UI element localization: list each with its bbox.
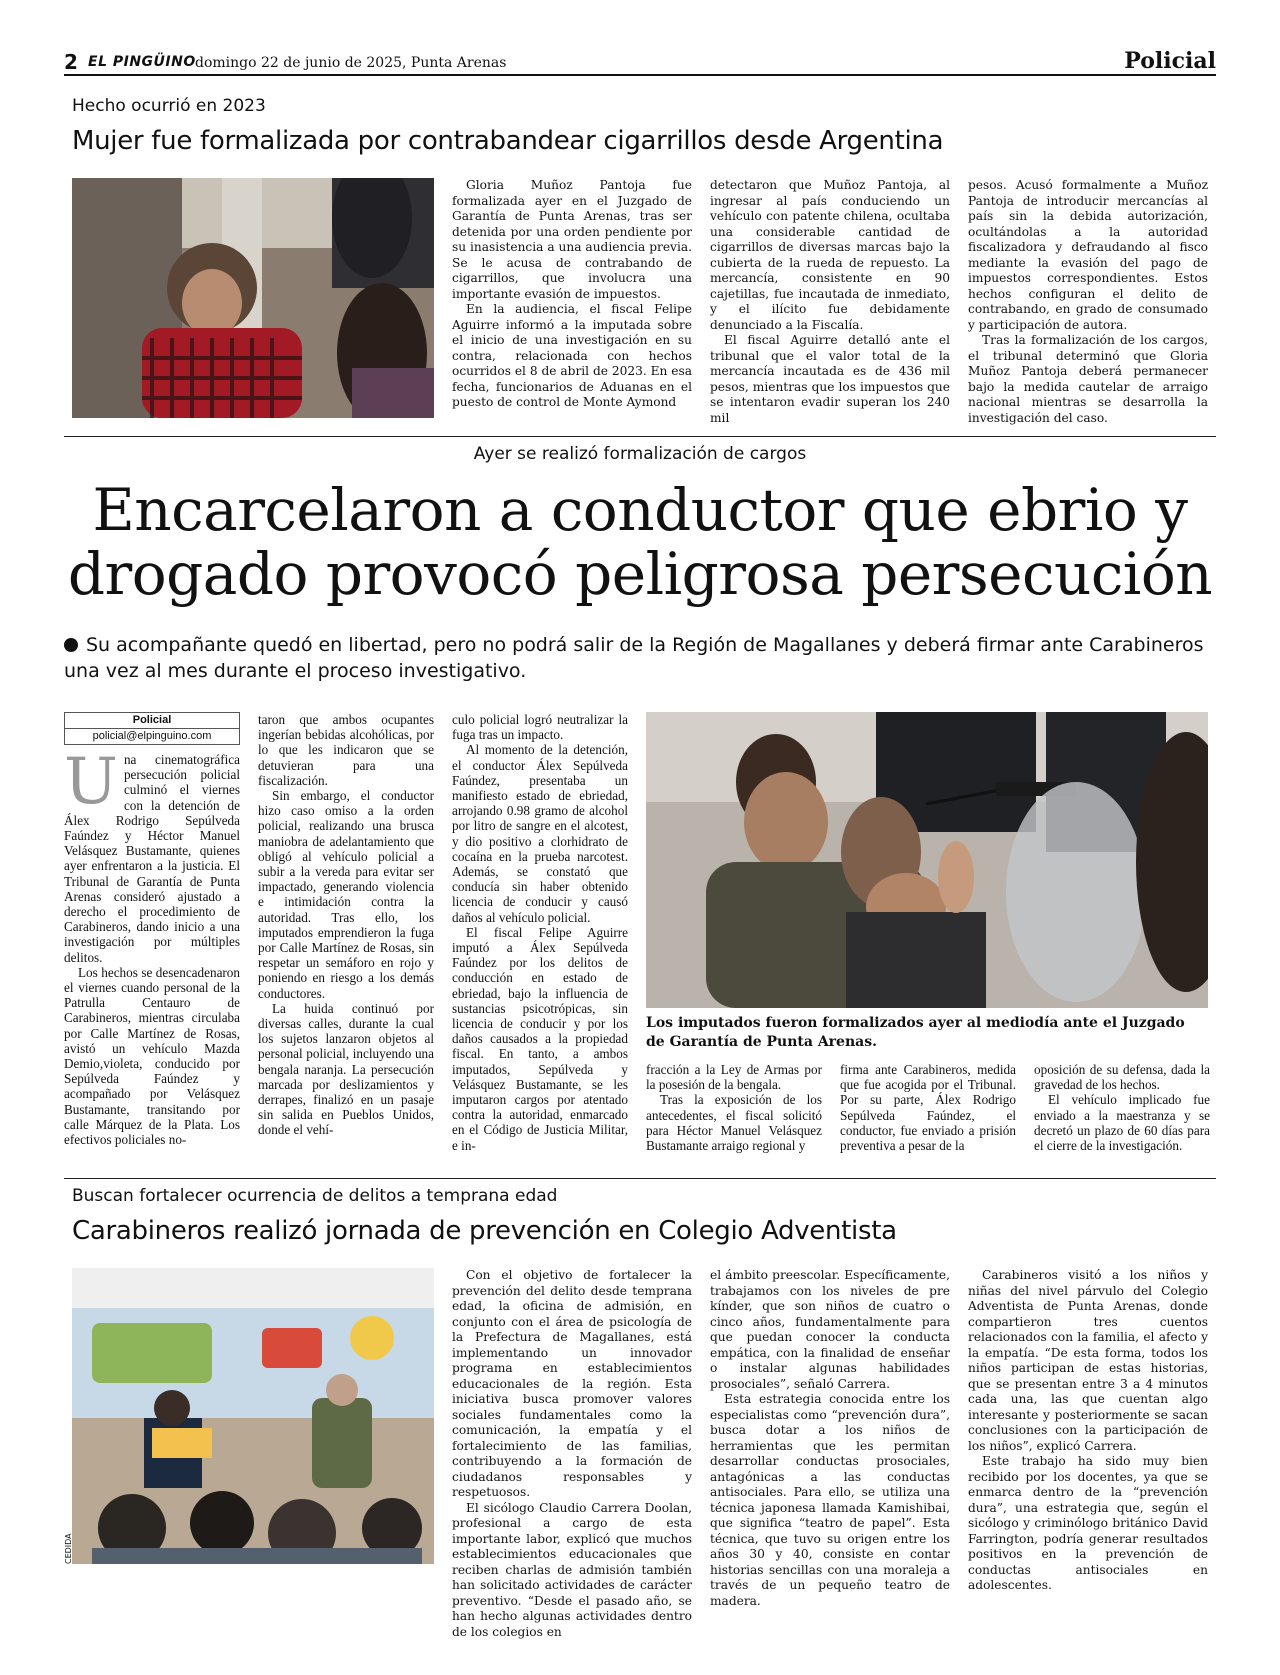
article2-kicker: Ayer se realizó formalización de cargos [473, 444, 807, 464]
article1-headline: Mujer fue formalizada por contrabandear cigarrillos desde Argentina [72, 126, 944, 156]
paragraph: culo policial logró neutralizar la fuga tras un impacto. [452, 712, 628, 743]
photo-credit: CEDIDA [64, 1533, 73, 1564]
tag-email: policial@elpinguino.com [92, 730, 212, 742]
article3-column-3 [968, 1268, 1208, 1594]
paragraph [64, 745, 240, 965]
paragraph: el ámbito preescolar. Específicamente, trabajamos con los niveles de pre kínder, que son niños de cuatro o cinco años, fundamentalmente para que puedan conocer la conducta empática, con la finalidad de enseñar o instalar algunas habilidades prosociales”, señaló Carrera. [710, 1268, 950, 1391]
article2-photo [646, 712, 1208, 1008]
article1-column-1 [452, 178, 692, 411]
article2-column-2 [258, 712, 434, 1138]
article3-photo [72, 1268, 434, 1564]
section-divider [64, 436, 1216, 437]
page-number: 2 [64, 50, 78, 74]
article3-headline: Carabineros realizó jornada de prevención en Colegio Adventista [72, 1216, 897, 1246]
paragraph: El sicólogo Claudio Carrera Doolan, profesional a cargo de esta importante labor, explicó que muchos establecimientos educacionales que reciben charlas de admisión también han solicitado actividades de carácter preventivo. “Desde el pasado año, se han hecho algunas actividades dentro de los colegios en [452, 1500, 692, 1639]
article2-column-3 [452, 712, 628, 1153]
article2-deck [64, 632, 1216, 684]
article2-headline-line1: Encarcelaron a conductor que ebrio y [92, 476, 1188, 544]
paragraph: Con el objetivo de fortalecer la prevención del delito desde temprana edad, la oficina de admisión, en conjunto con el área de psicología de la Prefectura de Magallanes, está implementando un innovador programa en establecimientos educacionales de la región. Esta iniciativa busca promover valores sociales fundamentales como la comunicación, la empatía y el fortalecimiento de las familias, contribuyendo a la formación de ciudadanos responsables y respetuosos. [452, 1268, 692, 1499]
paragraph: Al momento de la detención, el conductor Álex Sepúlveda Faúndez, presentaba un manifiesto estado de ebriedad, arrojando 0.98 gramo de alcohol por litro de sangre en el alcotest, y dio positivo a clorhidrato de cocaína en la prueba narcotest. Además, se constató que conducía sin haber obtenido licencia de conducir y causó daños al vehículo policial. [452, 742, 628, 925]
paragraph: El fiscal Aguirre detalló ante el tribunal que el valor total de la mercancía incautada es de 436 mil pesos, mientras que los impuestos que se intentaron evadir superan los 240 mil [710, 333, 950, 425]
article2-column-4 [646, 1062, 822, 1153]
paragraph: Los hechos se desencadenaron el viernes cuando personal de la Patrulla Centauro de Carabineros, mientras circulaba por Calle Martínez de Rosas, avistó un vehículo Mazda Demio,violeta, conducido por Sepúlveda Faúndez y acompañado por Velásquez Bustamante, transitando por calle Márquez de la Plata. Los efectivos policiales no- [64, 964, 240, 1148]
article2-column-5 [840, 1062, 1016, 1153]
paragraph: El vehículo implicado fue enviado a la maestranza y se decretó un plazo de 60 días para el cierre de la investigación. [1034, 1092, 1210, 1154]
paragraph: Tras la exposición de los antecedentes, el fiscal solicitó para Héctor Manuel Velásquez Bustamante arraigo regional y [646, 1092, 822, 1154]
paragraph-text: na cinematográfica persecución policial culminó el viernes con la detención de Álex Rodrigo Sepúlveda Faúndez y Héctor Manuel Velásquez Bustamante, quienes ayer enfrentaron a la justicia. El Tribunal de Garantía de Punta Arenas consideró ajustado a derecho el procedimiento de Carabineros, dando inicio a una investigación por múltiples delitos. [64, 752, 240, 965]
article3-column-1 [452, 1268, 692, 1640]
article1-column-2 [710, 178, 950, 426]
article2-column-1 [64, 745, 240, 1148]
section-title: Policial [1124, 48, 1216, 74]
deck-text: Su acompañante quedó en libertad, pero no podrá salir de la Región de Magallanes y deberá firmar ante Carabineros una vez al mes durante el proceso investigativo. [64, 634, 1204, 682]
paragraph: En la audiencia, el fiscal Felipe Aguirre informó a la imputada sobre el inicio de una investigación en su contra, relacionada con hechos ocurridos el 8 de abril de 2023. En esa fecha, funcionarios de Aduanas en el puesto de control de Monte Aymond [452, 302, 692, 409]
paragraph: Tras la formalización de los cargos, el tribunal determinó que Gloria Muñoz Pantoja deberá permanecer bajo la medida cautelar de arraigo nacional mientras se desarrolla la investigación del caso. [968, 333, 1208, 425]
article2-headline-line2: drogado provocó peligrosa persecución [67, 540, 1213, 608]
paragraph: Esta estrategia conocida entre los especialistas como “prevención dura”, busca dotar a los niños de herramientas que les permitan desarrollar conductas prosociales, antagónicas a las conductas antisociales. Para ello, se utiliza una técnica japonesa llamada Kamishibai, que significa “teatro de papel”. Esta técnica, que tuvo su origen entre los años 30 y 40, consiste en contar historias sencillas con una moraleja a través de un pequeño teatro de madera. [710, 1392, 950, 1608]
article3-column-2 [710, 1268, 950, 1609]
drop-cap: U [64, 745, 118, 819]
paragraph: Sin embargo, el conductor hizo caso omiso a la orden policial, realizando una brusca maniobra de adelantamiento que obligó al vehículo policial a subir a la vereda para evitar ser impactado, generando violencia e intimidación contra la autoridad. Tras ello, los imputados emprendieron la fuga por Calle Martínez de Rosas, sin respetar un semáforo en rojo y poniendo en riesgo a los demás conductores. [258, 788, 434, 1001]
article2-photo-caption: Los imputados fueron formalizados ayer al mediodía ante el Juzgado de Garantía de Punta Arenas. [646, 1015, 1185, 1050]
paragraph: Este trabajo ha sido muy bien recibido por los docentes, ya que se enmarca dentro de la “prevención dura”, una estrategia que, según el sicólogo y criminólogo británico David Farrington, podría generar resultados positivos en la prevención de conductas antisociales en adolescentes. [968, 1454, 1208, 1592]
paragraph: pesos. Acusó formalmente a Muñoz Pantoja de introducir mercancías al país sin la debida autorización, ocultándolas a la autoridad fiscalizadora y defraudando al fisco mediante la evasión del pago de impuestos correspondientes. Estos hechos configuran el delito de contrabando, en grado de consumado y participación de autora. [968, 178, 1208, 332]
article1-column-3 [968, 178, 1208, 426]
paragraph: oposición de su defensa, dada la gravedad de los hechos. [1034, 1062, 1210, 1093]
article2-column-6 [1034, 1062, 1210, 1153]
paragraph: La huida continuó por diversas calles, durante la cual los sujetos lanzaron objetos al personal policial, incluyendo una bengala naranja. La persecución marcada por deslizamientos y derrapes, finalizó en un pasaje sin salida en Pueblos Unidos, donde el vehí- [258, 1000, 434, 1138]
tag-section: Policial [65, 713, 239, 729]
paragraph: taron que ambos ocupantes ingerían bebidas alcohólicas, por lo que les indicaron que se detuvieran para una fiscalización. [258, 712, 434, 788]
paragraph: fracción a la Ley de Armas por la posesión de la bengala. [646, 1062, 822, 1093]
header-rule [64, 74, 1216, 76]
paragraph: Gloria Muñoz Pantoja fue formalizada ayer en el Juzgado de Garantía de Punta Arenas, tras ser detenida por una orden pendiente por su inasistencia a una audiencia previa. Se le acusa de contrabando de cigarrillos, que involucra una importante evasión de impuestos. [452, 178, 692, 301]
paragraph: El fiscal Felipe Aguirre imputó a Álex Sepúlveda Faúndez por los delitos de conducción en estado de ebriedad, bajo la influencia de sustancias psicotrópicas, sin licencia de conducir y por los daños causados a la propiedad fiscal. En tanto, a ambos imputados, Sepúlveda y Velásquez Bustamante, se les imputaron cargos por atentado contra la autoridad, enmarcado en el Código de Justicia Militar, e in- [452, 924, 628, 1153]
date-line: domingo 22 de junio de 2025, Punta Arenas [195, 55, 507, 71]
article1-kicker: Hecho ocurrió en 2023 [72, 96, 266, 116]
bullet-icon [64, 638, 78, 652]
section-divider [64, 1178, 1216, 1179]
article3-kicker: Buscan fortalecer ocurrencia de delitos a temprana edad [72, 1186, 558, 1206]
newspaper-logo: EL PINGÜINO [88, 54, 196, 70]
section-tag [64, 712, 240, 745]
paragraph: detectaron que Muñoz Pantoja, al ingresar al país conduciendo un vehículo con patente chilena, ocultaba una considerable cantidad de cigarrillos de diversas marcas bajo la cubierta de la rueda de repuesto. La mercancía, consistente en 90 cajetillas, fue incautada de inmediato, y el ilícito fue debidamente denunciado a la Fiscalía. [710, 178, 950, 332]
article1-photo [72, 178, 434, 418]
paragraph: Carabineros visitó a los niños y niñas del nivel párvulo del Colegio Adventista de Punta Arenas, donde compartieron tres cuentos relacionados con la familia, el afecto y la empatía. “De esta forma, todos los niños participan de estas historias, que se presentan entre 3 a 4 minutos cada una, las que cuentan algo interesante y posteriormente se sacan conclusiones con la participación de los niños”, explicó Carrera. [968, 1268, 1208, 1453]
paragraph: firma ante Carabineros, medida que fue acogida por el Tribunal. Por su parte, Álex Rodrigo Sepúlveda Faúndez, el conductor, fue enviado a prisión preventiva a pesar de la [840, 1062, 1016, 1154]
